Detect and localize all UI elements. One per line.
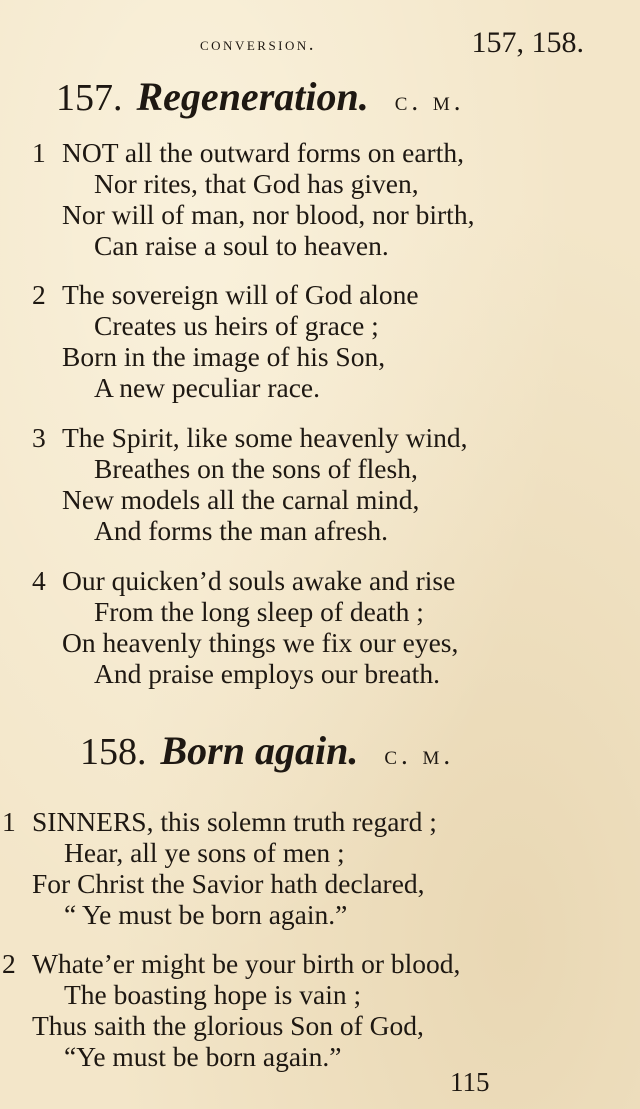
verse-number: 1 [32,137,46,168]
verse-line: Nor will of man, nor blood, nor birth, [62,199,475,230]
hymn-name: Born again. [160,728,359,773]
page-number: 115 [450,1067,490,1097]
verse-157-2 [32,279,419,403]
verse-line: SINNERS, this solemn truth regard ; [32,806,437,837]
verse-line: And forms the man afresh. [94,515,389,546]
verse-line: Whate’er might be your birth or blood, [32,948,461,979]
hymn-meter: c. m. [394,86,465,116]
hymn-title-157 [56,74,465,119]
verse-line: From the long sleep of death ; [94,596,424,627]
verse-line: The boasting hope is vain ; [64,979,362,1010]
verse-line: Hear, all ye sons of men ; [64,837,345,868]
verse-line: The sovereign will of God alone [62,279,419,310]
verse-158-2 [2,948,460,1072]
hymn-name: Regeneration. [136,74,369,119]
verse-line: Born in the image of his Son, [62,341,386,372]
running-head-hymn-numbers: 157, 158. [471,26,584,59]
verse-158-1 [2,806,437,930]
verse-number: 2 [32,279,46,310]
verse-number: 4 [32,565,46,596]
verse-157-3 [32,422,468,546]
verse-line: “ Ye must be born again.” [64,899,348,930]
section-title: conversion. [200,34,317,55]
verse-number: 3 [32,422,46,453]
verse-line: A new peculiar race. [94,372,320,403]
verse-line: Breathes on the sons of flesh, [94,453,418,484]
running-head [200,26,584,62]
verse-157-1 [32,137,474,261]
verse-157-4 [32,565,458,689]
verse-line: Nor rites, that God has given, [94,168,419,199]
hymn-number: 157. [56,77,123,119]
verse-line: “Ye must be born again.” [64,1041,342,1072]
hymn-meter: c. m. [384,740,455,770]
verse-line: Our quicken’d souls awake and rise [62,565,456,596]
hymn-title-158 [80,728,455,773]
verse-line: Creates us heirs of grace ; [94,310,379,341]
verse-number: 2 [2,948,16,979]
verse-line: New models all the carnal mind, [62,484,420,515]
hymn-number: 158. [80,731,147,773]
verse-line: NOT all the outward forms on earth, [62,137,464,168]
verse-number: 1 [2,806,16,837]
verse-line: And praise employs our breath. [94,658,440,689]
verse-line: On heavenly things we fix our eyes, [62,627,459,658]
verse-line: For Christ the Savior hath declared, [32,868,425,899]
verse-line: Thus saith the glorious Son of God, [32,1010,424,1041]
verse-line: The Spirit, like some heavenly wind, [62,422,468,453]
verse-line: Can raise a soul to heaven. [94,230,389,261]
